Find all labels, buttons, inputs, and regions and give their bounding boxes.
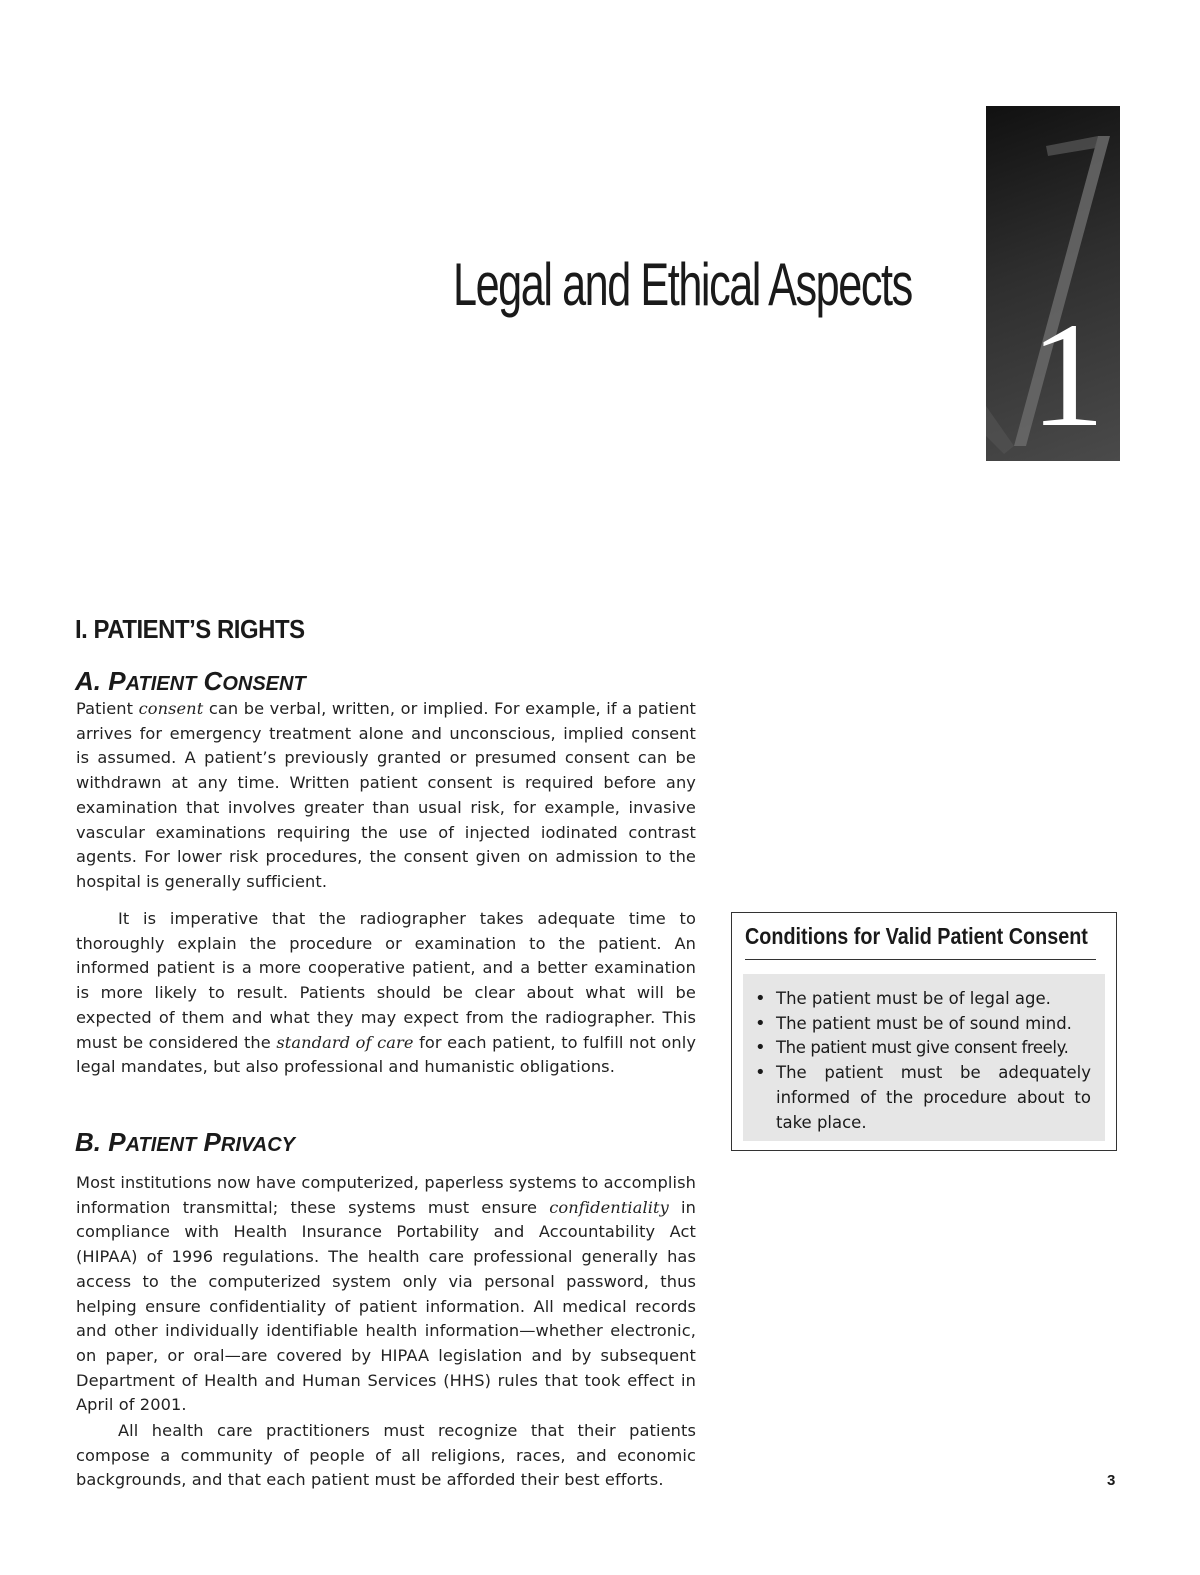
subsection-title-cap: C — [203, 666, 223, 696]
subsection-letter: A. — [75, 666, 101, 696]
paragraph-privacy-1 — [76, 1171, 696, 1418]
subsection-heading-patient-consent — [75, 666, 306, 697]
subsection-letter: B. — [75, 1127, 101, 1157]
emphasis-term: consent — [138, 699, 204, 718]
chapter-title: Legal and Ethical Aspects — [453, 251, 912, 318]
paragraph-text: Most institutions now have computerized, paperless systems to accomplish information transmittal; these systems must ensure — [76, 1173, 696, 1217]
paragraph-consent-2 — [76, 907, 696, 1080]
chapter-number: 1 — [1030, 292, 1105, 458]
list-item: • The patient must be adequately informed of the procedure about to take place. — [776, 1061, 1091, 1135]
paragraph-text: for each patient, to fulfill not only legal mandates, but also professional and humanistic obligations. — [76, 1032, 697, 1077]
subsection-title-cap: P — [203, 1127, 221, 1157]
list-item: • The patient must give consent freely. — [776, 1036, 1091, 1061]
sidebar-title: Conditions for Valid Patient Consent — [745, 923, 1088, 949]
sidebar-list — [743, 974, 1105, 1135]
paragraph-text: in compliance with Health Insurance Portability and Accountability Act (HIPAA) of 1996 regulations. The health care professional generally has access to the computerized system only via personal password, thus helping ensure confidentiality of patient information. All medical records and other individually identifiable health information—whether electronic, on paper, or oral—are covered by HIPAA legislation and by subsequent Department of Health and Human Services (HHS) rules that took effect in April of 2001. — [76, 1197, 696, 1415]
sidebar-conditions-box — [731, 912, 1117, 1151]
subsection-title-rest: ATIENT — [125, 673, 197, 695]
page-number: 3 — [1107, 1472, 1116, 1489]
paragraph-text: can be verbal, written, or implied. For example, if a patient arrives for emergency treatment alone and unconscious, implied consent is assumed. A patient’s previously granted or presumed consent can be withdrawn at any time. Written patient consent is required before any examination that involves greater than usual risk, for example, invasive vascular examinations requiring the use of injected iodinated contrast agents. For lower risk procedures, the consent given on admission to the hospital is generally sufficient. — [76, 699, 696, 891]
subsection-title-cap: P — [108, 666, 126, 696]
subsection-title-rest: ATIENT — [125, 1134, 197, 1156]
subsection-title-rest: ONSENT — [222, 673, 306, 695]
subsection-heading-patient-privacy — [75, 1127, 295, 1158]
paragraph-privacy-2: All health care practitioners must recognize that their patients compose a community of people of all religions, races, and economic backgrounds, and that each patient must be afforded their best efforts. — [76, 1421, 696, 1490]
emphasis-term: standard of care — [276, 1032, 414, 1052]
emphasis-term: confidentiality — [549, 1197, 669, 1217]
paragraph-text: Patient — [76, 699, 139, 718]
subsection-title-rest: RIVACY — [220, 1134, 295, 1156]
paragraph-consent-1 — [76, 697, 696, 895]
list-item: • The patient must be of legal age. — [776, 987, 1091, 1012]
subsection-title-cap: P — [108, 1127, 126, 1157]
paragraph-text: It is imperative that the radiographer takes adequate time to thoroughly explain the procedure or examination to the patient. An informed patient is a more cooperative patient, and a better examination is more likely to result. Patients should be clear about what will be expected of them and what they may expect from the radiographer. This must be considered the — [76, 909, 696, 1052]
sidebar-divider — [745, 959, 1096, 960]
sidebar-list-panel — [743, 974, 1105, 1141]
section-heading: I. PATIENT’S RIGHTS — [75, 614, 305, 644]
list-item: • The patient must be of sound mind. — [776, 1012, 1091, 1037]
